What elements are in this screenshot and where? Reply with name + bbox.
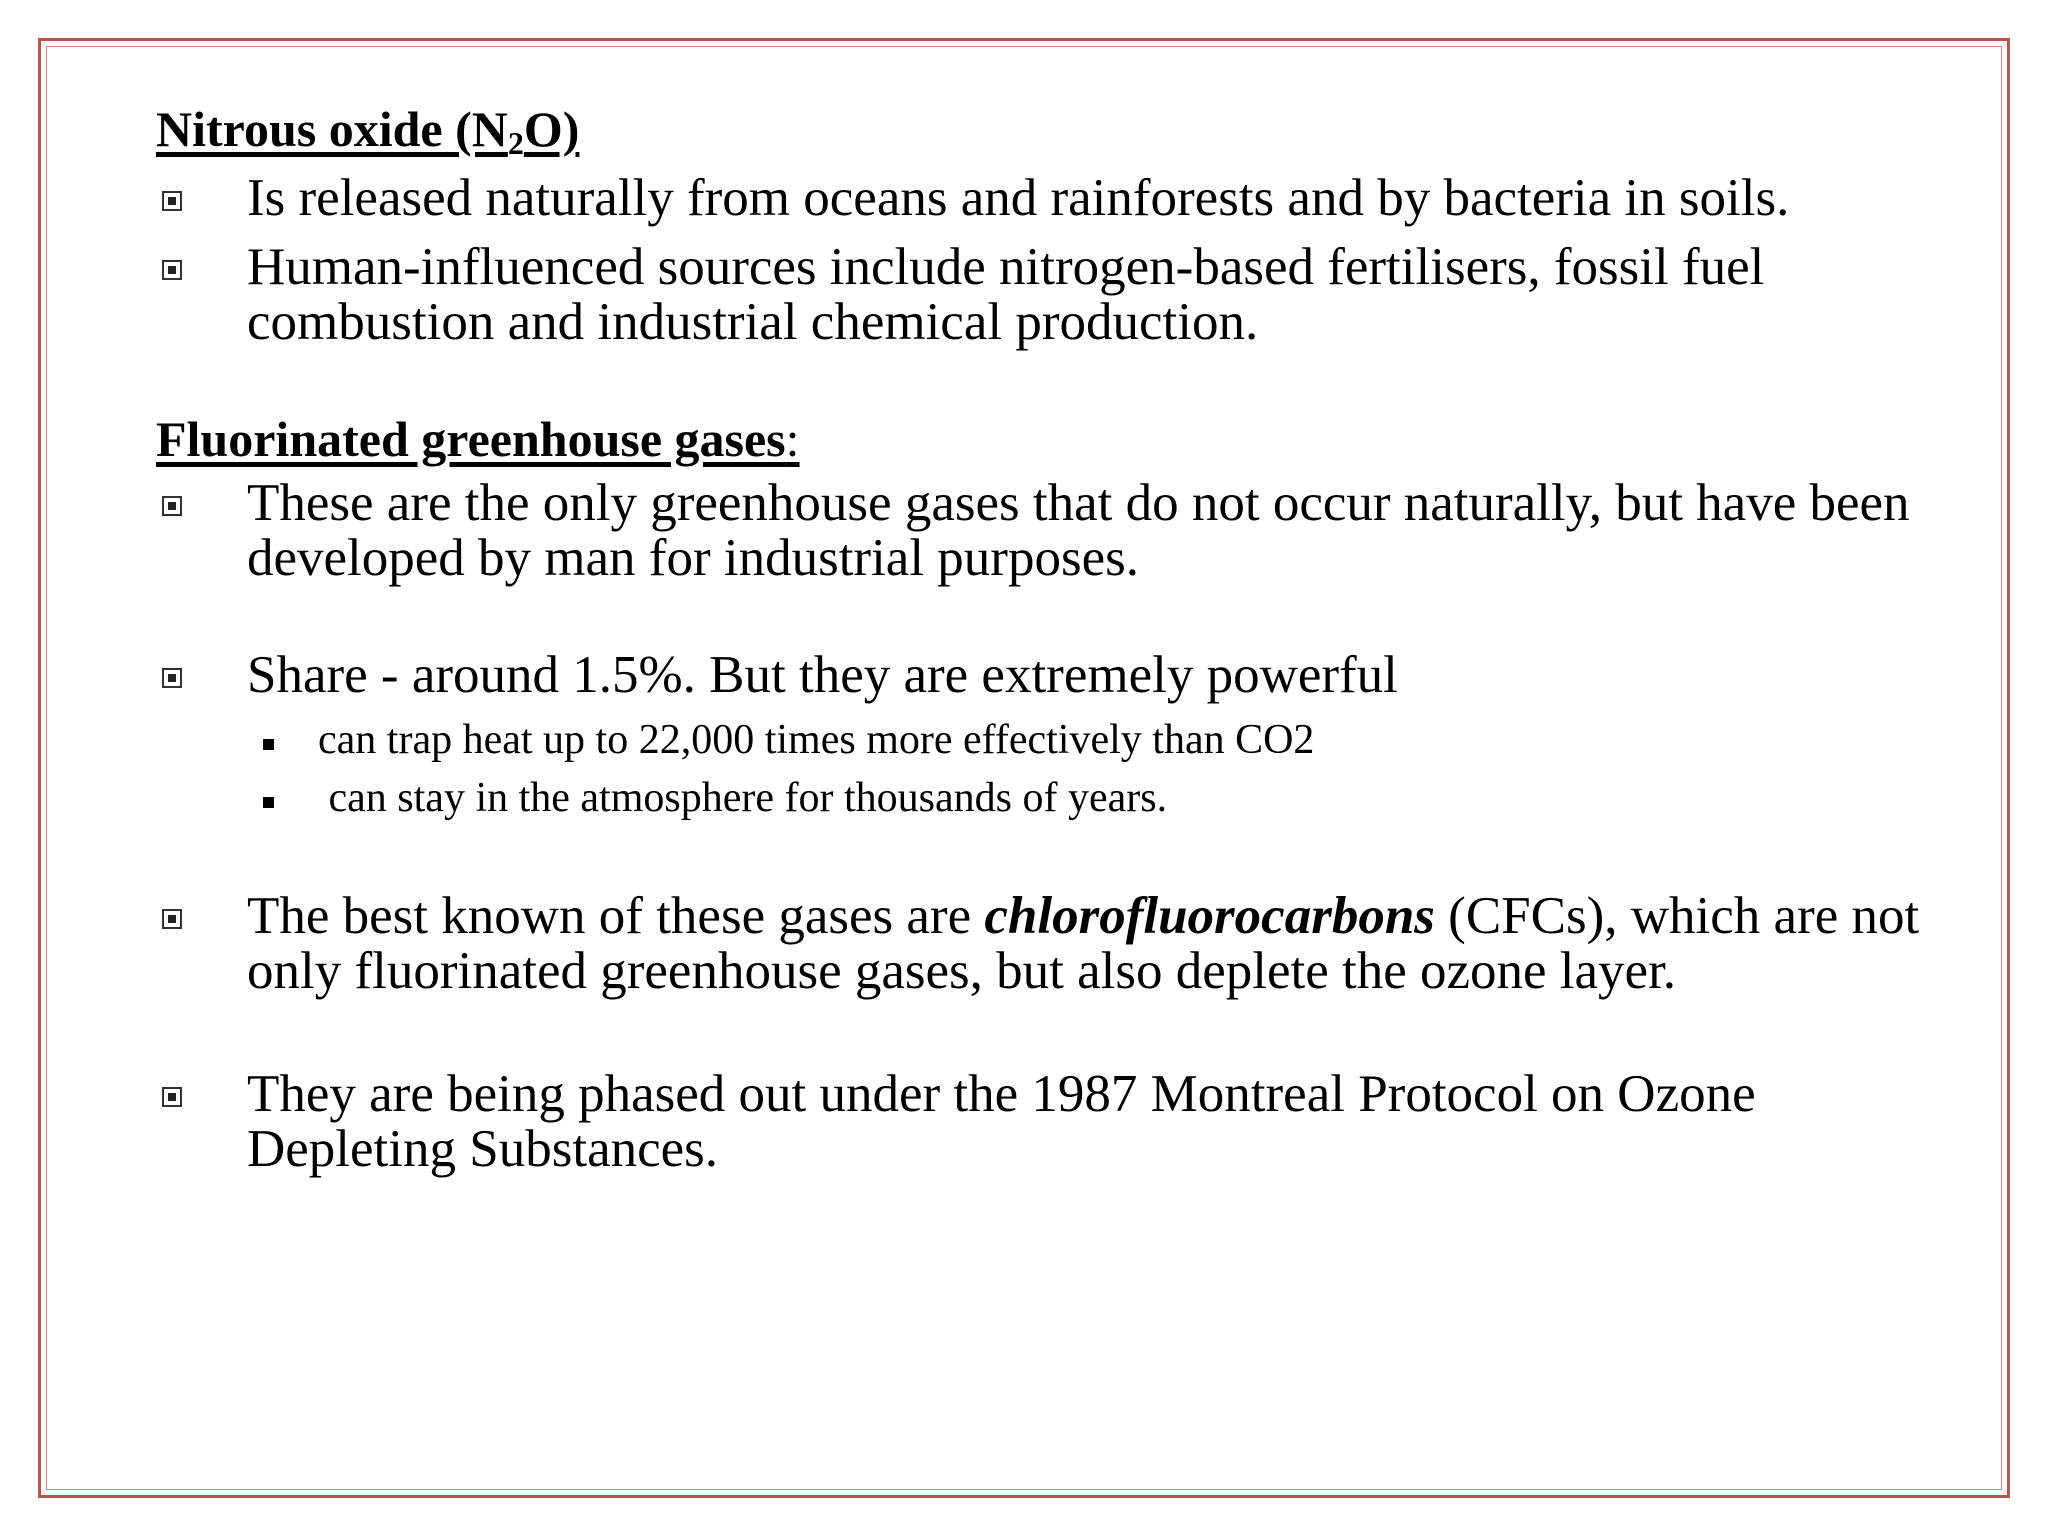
sub-bullet-text: can trap heat up to 22,000 times more effectively than CO2 bbox=[318, 717, 1315, 763]
bullet-text: Is released naturally from oceans and rainforests and by bacteria in soils. bbox=[247, 169, 1790, 227]
boxed-square-bullet-icon bbox=[162, 191, 182, 211]
list-item bbox=[156, 1067, 1936, 1177]
bullet-text: Share - around 1.5%. But they are extremely powerful bbox=[247, 646, 1398, 704]
bullet-emphasis-cfcs: chlorofluorocarbons bbox=[984, 887, 1435, 945]
heading-fluorinated-gases bbox=[156, 410, 1936, 468]
heading-nitrous-oxide-tail: O) bbox=[523, 101, 580, 157]
list-item bbox=[156, 171, 1936, 226]
bullet-text-pre: The best known of these gases are bbox=[247, 887, 985, 945]
boxed-square-bullet-icon bbox=[162, 909, 182, 929]
heading-colon: : bbox=[785, 411, 800, 467]
sub-list-item bbox=[156, 769, 1936, 827]
boxed-square-bullet-icon bbox=[162, 1087, 182, 1107]
boxed-square-bullet-icon bbox=[162, 668, 182, 688]
list-item bbox=[156, 476, 1936, 586]
bullet-text: Human-influenced sources include nitrogen-based fertilisers, fossil fuel combustion and industrial chemical production. bbox=[247, 238, 1765, 351]
bullet-text: They are being phased out under the 1987 Montreal Protocol on Ozone Depleting Substances. bbox=[247, 1065, 1756, 1178]
heading-fluorinated-gases-text: Fluorinated greenhouse gases bbox=[156, 411, 786, 467]
filled-square-bullet-icon bbox=[263, 797, 274, 808]
boxed-square-bullet-icon bbox=[162, 496, 182, 516]
list-item bbox=[156, 648, 1936, 827]
bullet-list-fluorinated-gases bbox=[156, 476, 1936, 1177]
heading-subscript: 2 bbox=[507, 125, 524, 161]
list-item bbox=[156, 240, 1936, 350]
slide-content bbox=[156, 100, 1936, 1177]
list-item bbox=[156, 889, 1936, 999]
sub-bullet-text: can stay in the atmosphere for thousands of years. bbox=[318, 775, 1168, 821]
boxed-square-bullet-icon bbox=[162, 260, 182, 280]
heading-nitrous-oxide bbox=[156, 100, 1936, 161]
bullet-text: These are the only greenhouse gases that do not occur naturally, but have been developed by man for industrial purposes. bbox=[247, 474, 1910, 587]
sub-bullet-list bbox=[247, 711, 1936, 827]
heading-nitrous-oxide-text: Nitrous oxide (N bbox=[156, 101, 508, 157]
bullet-list-nitrous-oxide bbox=[156, 171, 1936, 350]
filled-square-bullet-icon bbox=[263, 739, 274, 750]
bullet-text-post: (CFCs), which are not only fluorinated greenhouse gases, but also deplete the ozone layer. bbox=[247, 887, 1920, 1000]
sub-list-item bbox=[156, 711, 1936, 769]
